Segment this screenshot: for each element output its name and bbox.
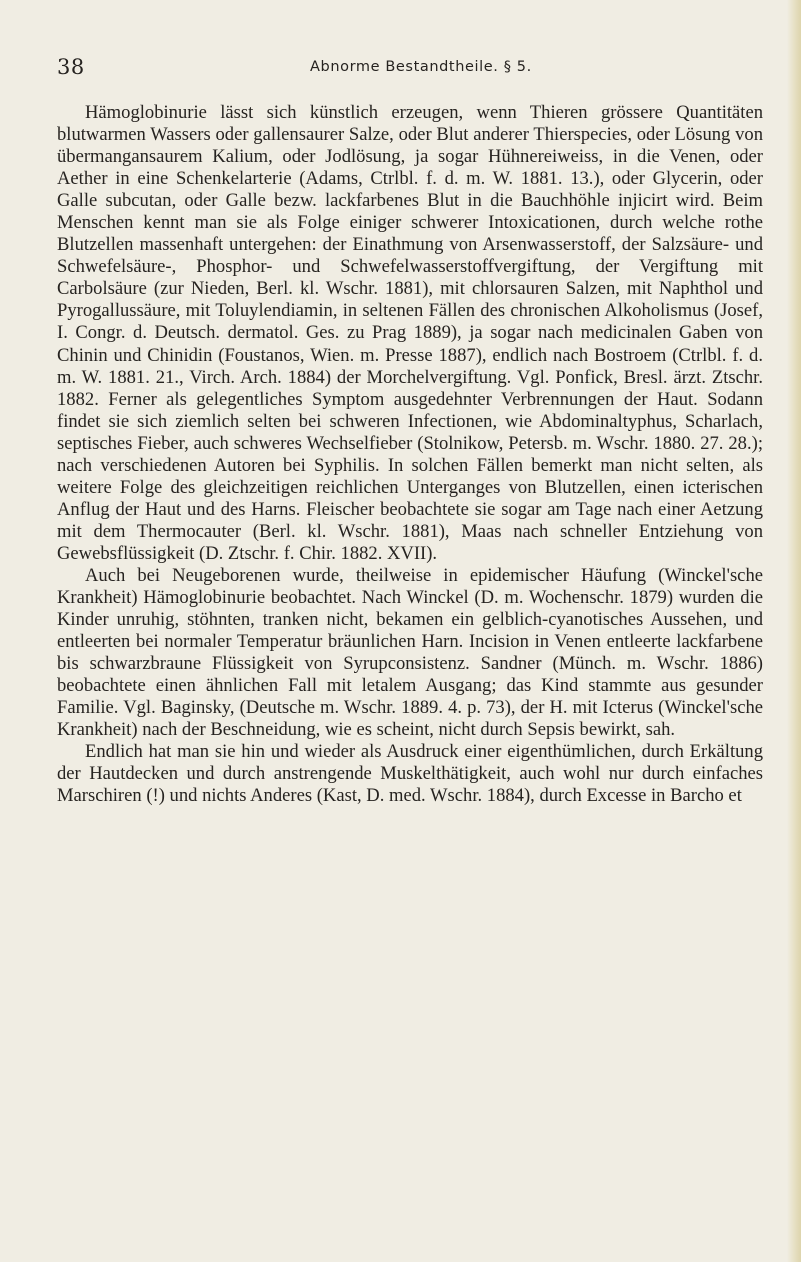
- page-header: [0, 55, 801, 81]
- body-text: [57, 102, 763, 808]
- paragraph-3: Endlich hat man sie hin und wieder als Ausdruck einer eigenthümlichen, durch Erkältung der Hautdecken und durch anstrengende Muskelthätigkeit, auch wohl nur durch einfaches Marschiren (!) und nichts Anderes (Kast, D. med. Wschr. 1884), durch Excesse in Barcho et: [57, 741, 763, 807]
- running-head: Abnorme Bestandtheile. § 5.: [310, 59, 532, 75]
- page-number: 38: [57, 55, 85, 79]
- page-edge: [787, 0, 801, 1262]
- paragraph-2: Auch bei Neugeborenen wurde, theilweise in epidemischer Häufung (Winckel'sche Krankheit) Hämoglobinurie beobachtet. Nach Winckel (D. m. Wochenschr. 1879) wurden die Kinder unruhig, stöhnten, tranken nicht, bekamen ein gelblich-cyanotisches Aussehen, und entleerten bei normaler Temperatur bräunlichen Harn. Incision in Venen entleerte lackfarbene bis schwarzbraune Flüssigkeit von Syrupconsistenz. Sandner (Münch. m. Wschr. 1886) beobachtete einen ähnlichen Fall mit letalem Ausgang; das Kind stammte aus gesunder Familie. Vgl. Baginsky, (Deutsche m. Wschr. 1889. 4. p. 73), der H. mit Icterus (Winckel'sche Krankheit) nach der Beschneidung, wie es scheint, nicht durch Sepsis bewirkt, sah.: [57, 564, 763, 741]
- paragraph-1: Hämoglobinurie lässt sich künstlich erzeugen, wenn Thieren grössere Quantitäten blutwarmen Wassers oder gallensaurer Salze, oder Blut anderer Thierspecies, oder Lösung von übermangansaurem Kalium, oder Jodlösung, ja sogar Hühnereiweiss, in die Venen, oder Aether in eine Schenkelarterie (Adams, Ctrlbl. f. d. m. W. 1881. 13.), oder Glycerin, oder Galle subcutan, oder Galle bezw. lackfarbenes Blut in die Bauchhöhle injicirt wird. Beim Menschen kennt man sie als Folge einiger schwerer Intoxicationen, durch welche rothe Blutzellen massenhaft untergehen: der Einathmung von Arsenwasserstoff, der Salzsäure- und Schwefelsäure-, Phosphor- und Schwefelwasserstoffvergiftung, der Vergiftung mit Carbolsäure (zur Nieden, Berl. kl. Wschr. 1881), mit chlorsauren Salzen, mit Naphthol und Pyrogallussäure, mit Toluylendiamin, in seltenen Fällen des chronischen Alkoholismus (Josef, I. Congr. d. Deutsch. dermatol. Ges. zu Prag 1889), ja sogar nach medicinalen Gaben von Chinin und Chinidin (Foustanos, Wien. m. Presse 1887), endlich nach Bostroem (Ctrlbl. f. d. m. W. 1881. 21., Virch. Arch. 1884) der Morchelvergiftung. Vgl. Ponfick, Bresl. ärzt. Ztschr. 1882. Ferner als gelegentliches Symptom ausgedehnter Verbrennungen der Haut. Sodann findet sie sich ziemlich selten bei schweren Infectionen, wie Abdominaltyphus, Scharlach, septisches Fieber, auch schweres Wechselfieber (Stolnikow, Petersb. m. Wschr. 1880. 27. 28.); nach verschiedenen Autoren bei Syphilis. In solchen Fällen bemerkt man nicht selten, als weitere Folge des gleichzeitigen reichlichen Unterganges von Blutzellen, einen icterischen Anflug der Haut und des Harns. Fleischer beobachtete sie sogar am Tage nach einer Aetzung mit dem Thermocauter (Berl. kl. Wschr. 1881), Maas nach schneller Entziehung von Gewebsflüssigkeit (D. Ztschr. f. Chir. 1882. XVII).: [57, 102, 763, 564]
